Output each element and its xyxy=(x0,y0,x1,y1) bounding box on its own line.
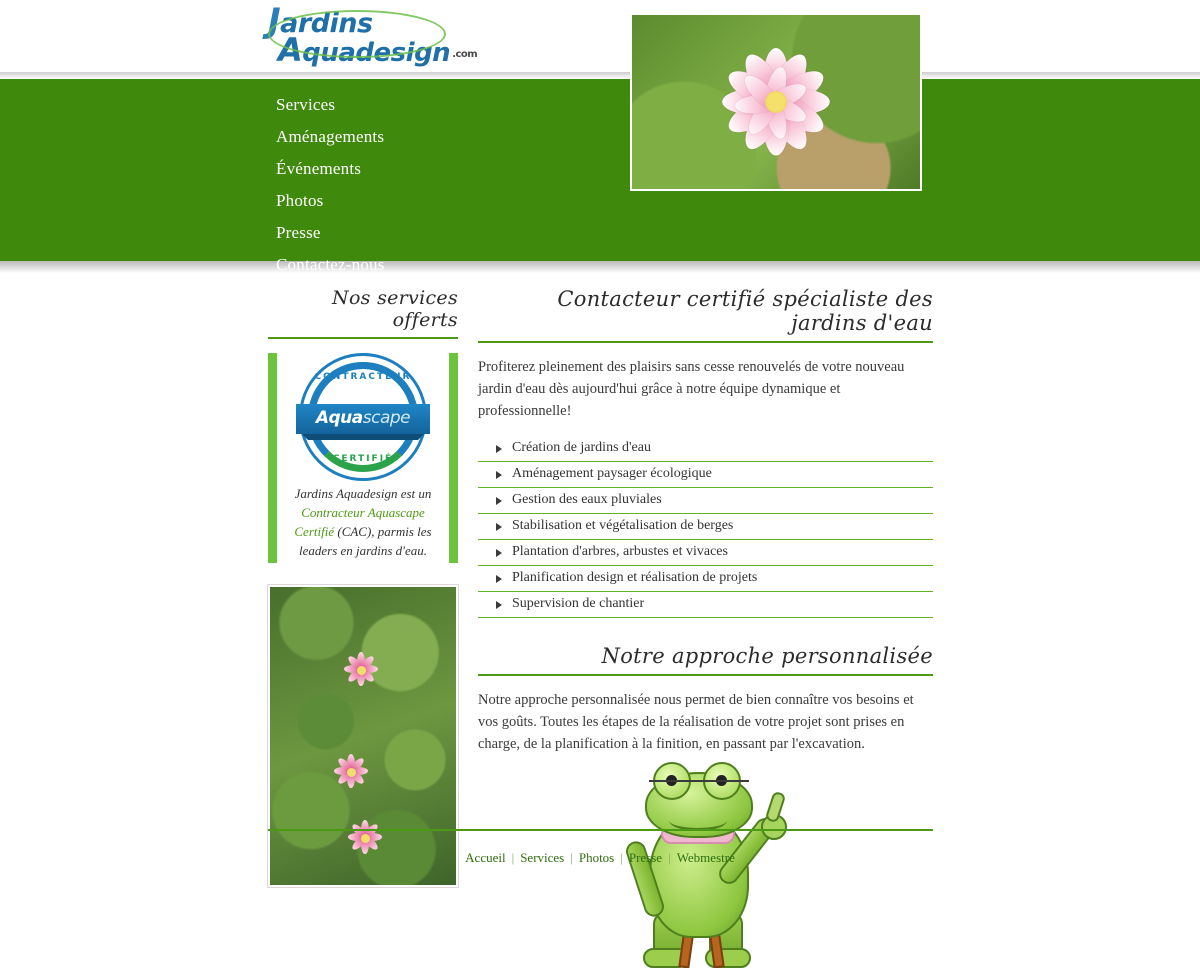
aquascape-badge-card xyxy=(268,353,458,563)
hero-lily-photo xyxy=(630,13,922,191)
logo-dotcom: .com xyxy=(452,49,478,60)
pond-lily-flower-icon xyxy=(338,647,384,693)
site-header xyxy=(0,0,1200,72)
footer-link-webmestre[interactable]: Webmestre xyxy=(676,850,735,865)
logo-word-aquadesign: quadesign xyxy=(302,38,451,68)
frog-mouth xyxy=(669,810,727,831)
primary-nav-band xyxy=(0,79,1200,274)
list-item: Plantation d'arbres, arbustes et vivaces xyxy=(478,540,933,566)
footer-link-presse[interactable]: Presse xyxy=(628,850,663,865)
seal-word-scape: scape xyxy=(362,408,411,428)
left-column xyxy=(268,287,458,887)
frog-glasses-icon xyxy=(649,780,749,806)
site-logo[interactable] xyxy=(268,1,478,69)
badge-caption xyxy=(277,485,449,560)
frog-head xyxy=(645,772,753,838)
logo-word-jardins: ardins xyxy=(280,8,373,39)
water-lily-flower-icon xyxy=(696,27,856,177)
intro-paragraph: Profiterez pleinement des plaisirs sans cesse renouvelés de votre nouveau jardin d'eau dès aujourd'hui grâce à notre équipe dynamique et professionnelle! xyxy=(478,359,905,419)
list-item: Création de jardins d'eau xyxy=(478,436,933,462)
pond-lily-flower-icon xyxy=(328,749,374,795)
pond-photo xyxy=(268,585,458,887)
list-item: Gestion des eaux pluviales xyxy=(478,488,933,514)
footer-separator: | xyxy=(511,850,515,865)
page-content xyxy=(0,273,1200,863)
seal-word-aqua: Aqua xyxy=(315,408,363,428)
services-list xyxy=(478,436,933,618)
nav-item-services[interactable]: Services xyxy=(276,95,336,114)
badge-caption-after: (CAC), parmis les leaders en jardins d'eau. xyxy=(299,523,432,558)
nav-item-contactez-nous[interactable]: Contactez-nous xyxy=(276,255,385,274)
nav-item-amenagements[interactable]: Aménagements xyxy=(276,127,385,146)
nav-item-photos[interactable]: Photos xyxy=(276,191,324,210)
nav-shadow-divider xyxy=(0,261,1200,273)
approach-heading: Notre approche personnalisée xyxy=(478,644,933,676)
main-menu xyxy=(276,89,456,281)
footer-separator: | xyxy=(620,850,623,865)
logo-line-two xyxy=(278,31,478,69)
footer-separator: | xyxy=(668,850,671,865)
logo-cap-a: A xyxy=(278,31,303,69)
seal-brand-word xyxy=(302,408,424,428)
footer-separator: | xyxy=(570,850,573,865)
nav-item-presse[interactable]: Presse xyxy=(276,223,321,242)
site-footer xyxy=(0,850,1200,866)
logo-cap-j: J xyxy=(268,1,281,41)
right-column-heading: Contacteur certifié spécialiste des jardins d'eau xyxy=(478,287,933,343)
footer-link-photos[interactable]: Photos xyxy=(578,850,615,865)
left-column-heading: Nos services offerts xyxy=(268,287,458,339)
seal-bottom-text: CERTIFIÉ xyxy=(332,454,394,464)
list-item: Stabilisation et végétalisation de berges xyxy=(478,514,933,540)
flower-center-icon xyxy=(765,91,787,113)
footer-link-accueil[interactable]: Accueil xyxy=(465,850,506,865)
approach-paragraph: Notre approche personnalisée nous permet de bien connaître vos besoins et vos goûts. Toutes les étapes de la réalisation de votre projet sont prises en charge, de la planification à la finition, en passant par l'excavation. xyxy=(478,692,914,752)
list-item: Planification design et réalisation de projets xyxy=(478,566,933,592)
list-item: Supervision de chantier xyxy=(478,592,933,618)
header-shadow-divider xyxy=(0,72,1200,79)
seal-top-text: CONTRACTEUR xyxy=(314,372,412,382)
list-item: Aménagement paysager écologique xyxy=(478,462,933,488)
badge-caption-before: Jardins Aquadesign est un xyxy=(294,486,432,501)
footer-divider xyxy=(268,829,933,831)
nav-item-evenements[interactable]: Événements xyxy=(276,159,362,178)
aquascape-certified-seal-icon xyxy=(299,353,427,481)
footer-link-services[interactable]: Services xyxy=(520,850,565,865)
badge-caption-link[interactable]: Contracteur Aquascape Certifié xyxy=(294,504,425,539)
